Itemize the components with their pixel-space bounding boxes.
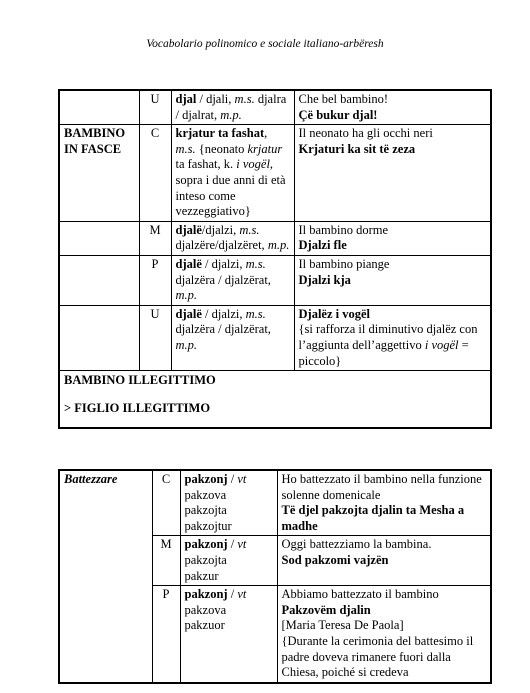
dialect-code: P — [139, 255, 171, 305]
form-cell: pakzonj / vt pakzova pakzojta pakzojtur — [180, 470, 277, 536]
table-row — [59, 305, 491, 370]
dialect-code: M — [152, 536, 180, 586]
headword: pakzonj — [184, 472, 228, 486]
dialect-code: C — [152, 470, 180, 536]
usage-note: {si rafforza il diminutivo djalëz con l’aggiunta dell’aggettivo i vogël = piccolo} — [298, 322, 478, 368]
example-italian: Ho battezzato il bambino nella funzione solenne domenicale — [281, 472, 482, 502]
example-cell — [294, 221, 491, 255]
example-arberesh: Sod pakzomi vajzën — [281, 552, 389, 567]
entry-table-bambino — [58, 89, 492, 429]
dialect-code: U — [139, 90, 171, 125]
form-cell: djal / djali, m.s. djalra / djalrat, m.p. — [171, 90, 294, 125]
example-cell — [277, 586, 491, 683]
form-cell: djalë/djalzi, m.s. djalzëre/djalzëret, m.p. — [171, 221, 294, 255]
example-italian: Il bambino dorme — [298, 222, 389, 237]
headword: djalë — [175, 222, 202, 237]
dialect-code: P — [152, 586, 180, 683]
source-citation: [Maria Teresa De Paola] — [281, 618, 404, 633]
example-arberesh: Pakzovëm djalin — [281, 602, 371, 617]
example-arberesh: Krjaturi ka sit të zeza — [298, 141, 416, 156]
table-row — [59, 125, 491, 222]
table-row — [59, 90, 491, 125]
headword: krjatur ta fashat — [175, 126, 265, 141]
form-cell: krjatur ta fashat, m.s. {neonato krjatur ta fashat, k. i vogël, sopra i due anni di età inteso come vezzeggiativo} — [171, 125, 294, 222]
table-row — [59, 255, 491, 305]
example-italian: Abbiamo battezzato il bambino — [281, 587, 439, 602]
example-italian: Il bambino piange — [298, 256, 390, 271]
lemma-cell — [59, 305, 139, 370]
example-arberesh: Djalëz i vogël — [298, 306, 371, 321]
lemma-cell — [59, 90, 139, 125]
cross-reference-cell — [59, 371, 491, 429]
headword: djalë — [175, 306, 202, 321]
dialect-code: U — [139, 305, 171, 370]
page-header: Vocabolario polinomico e sociale italiano-arbëresh — [146, 38, 384, 50]
entry-table-battezzare — [58, 469, 492, 684]
table-row — [59, 470, 491, 536]
example-arberesh: Çë bukur djal! — [298, 107, 378, 122]
dialect-code: C — [139, 125, 171, 222]
example-italian: Il neonato ha gli occhi neri — [298, 126, 433, 141]
table-row — [59, 221, 491, 255]
headword: djal — [175, 92, 197, 106]
usage-note: {Durante la cerimonia del battesimo il padre doveva rimanere fuori dalla Chiesa, poiché si credeva — [281, 633, 474, 680]
headword: pakzonj — [184, 587, 228, 602]
example-arberesh: Djalzi fle — [298, 238, 347, 253]
example-cell — [277, 470, 491, 536]
lemma-cell — [59, 255, 139, 305]
entry-title: BAMBINO ILLEGITTIMO — [64, 373, 216, 388]
lemma-cell: BAMBINO IN FASCE — [59, 125, 139, 222]
form-cell: pakzonj / vt pakzojta pakzur — [180, 536, 277, 586]
lemma-cell — [59, 221, 139, 255]
table-row — [59, 371, 491, 429]
form-cell: djalë / djalzi, m.s. djalzëra / djalzërat, m.p. — [171, 305, 294, 370]
example-cell — [294, 255, 491, 305]
example-cell — [294, 305, 491, 370]
headword: djalë — [175, 256, 202, 271]
see-also-link[interactable]: > FIGLIO ILLEGITTIMO — [64, 400, 211, 415]
headword: pakzonj — [184, 537, 228, 552]
example-cell — [277, 536, 491, 586]
example-cell — [294, 90, 491, 125]
form-cell: djalë / djalzi, m.s. djalzëra / djalzërat, m.p. — [171, 255, 294, 305]
example-italian: Che bel bambino! — [298, 92, 389, 106]
dialect-code: M — [139, 221, 171, 255]
example-arberesh: Të djel pakzojta djalin ta Mesha a madhe — [281, 503, 465, 533]
lemma-cell: Battezzare — [59, 470, 152, 683]
example-cell — [294, 125, 491, 222]
form-cell: pakzonj / vt pakzova pakzuor — [180, 586, 277, 683]
example-arberesh: Djalzi kja — [298, 272, 351, 287]
example-italian: Oggi battezziamo la bambina. — [281, 537, 432, 552]
